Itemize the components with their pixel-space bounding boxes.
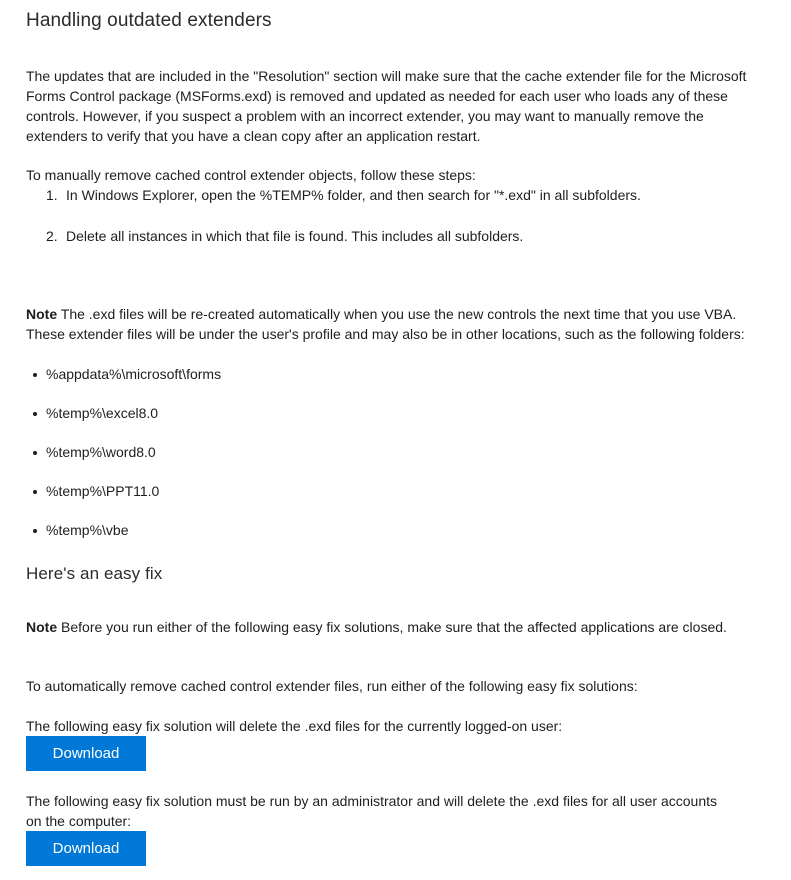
auto-remove-intro: To automatically remove cached control extender files, run either of the following easy fix solutions: (26, 678, 638, 694)
folder-item: %appdata%\microsoft\forms (26, 364, 426, 384)
folder-item: %temp%\excel8.0 (26, 403, 426, 423)
step-item (26, 226, 756, 246)
intro-paragraph: The updates that are included in the "Resolution" section will make sure that the cache extender file for the Microsoft Forms Control package (MSForms.exd) is removed and updated as needed for each user who loads any of these controls. However, if you suspect a problem with an incorrect extender, you may want to manually remove the extenders to verify that you have a clean copy after an application restart. (26, 68, 747, 144)
step-number: 2. (46, 228, 58, 244)
folders-list (26, 364, 426, 540)
steps-intro: To manually remove cached control extender objects, follow these steps: (26, 167, 476, 183)
note-label: Note (26, 306, 58, 322)
fix2-description: The following easy fix solution must be run by an administrator and will delete the .exd files for all user accounts on the computer: (26, 793, 718, 829)
section-heading-outdated-extenders: Handling outdated extenders (26, 10, 272, 31)
note-label: Note (26, 619, 58, 635)
download-button-current-user[interactable]: Download (26, 736, 146, 771)
step-text: In Windows Explorer, open the %TEMP% folder, and then search for "*.exd" in all subfolders. (66, 187, 641, 203)
step-item (26, 185, 756, 205)
note-text: Before you run either of the following easy fix solutions, make sure that the affected applications are closed. (57, 619, 727, 635)
section-heading-easy-fix: Here's an easy fix (26, 564, 163, 583)
note-text: The .exd files will be re-created automatically when you use the new controls the next time that you use VBA. These extender files will be under the user's profile and may also be in other locations, such as the following folders: (26, 306, 745, 342)
note-paragraph (26, 304, 756, 344)
steps-list (26, 185, 756, 246)
folder-item: %temp%\word8.0 (26, 442, 426, 462)
fix1-description: The following easy fix solution will delete the .exd files for the currently logged-on user: (26, 718, 563, 734)
easy-fix-note (26, 617, 746, 637)
folder-item: %temp%\vbe (26, 520, 426, 540)
folder-item: %temp%\PPT11.0 (26, 481, 426, 501)
download-button-all-users[interactable]: Download (26, 831, 146, 866)
step-text: Delete all instances in which that file is found. This includes all subfolders. (66, 228, 524, 244)
step-number: 1. (46, 187, 58, 203)
